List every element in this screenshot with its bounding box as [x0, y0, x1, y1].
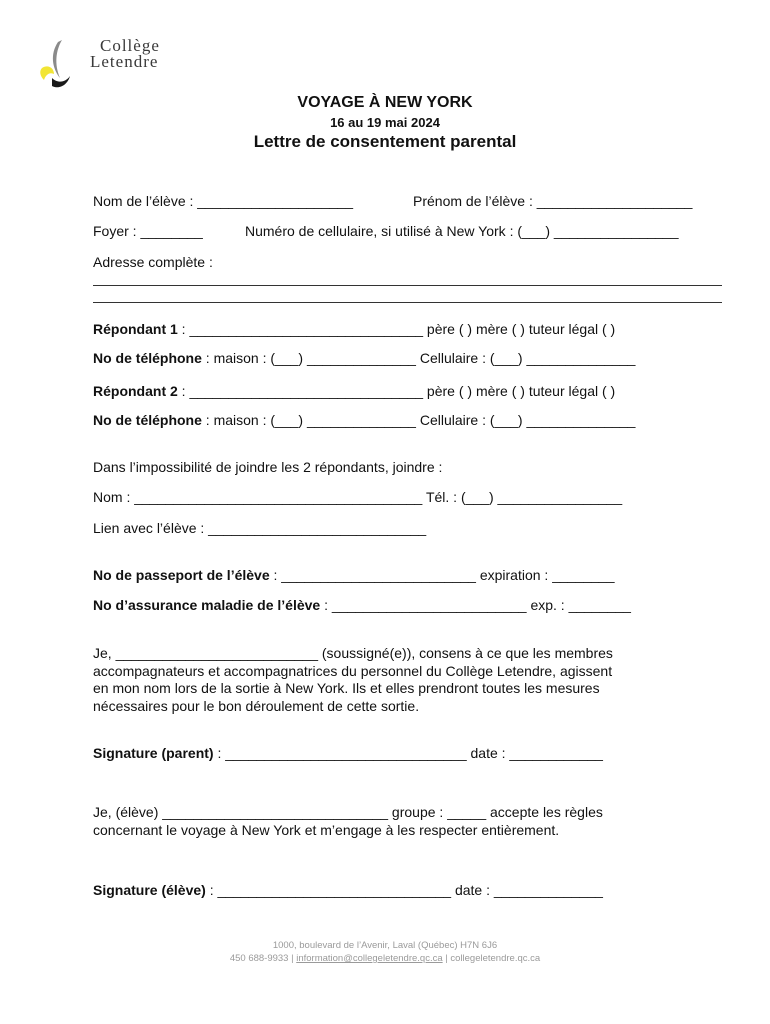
foyer-field[interactable]: Foyer : ________: [93, 223, 203, 239]
parent-signature-row[interactable]: [93, 745, 603, 761]
student-agreement-paragraph: [93, 804, 673, 839]
footer-phone: 450 688-9933 |: [229, 953, 297, 964]
insurance-label: No d’assurance maladie de l’élève: [93, 597, 321, 613]
insurance-line[interactable]: : _________________________ exp. : ________: [320, 597, 631, 613]
logo-line-2: Letendre: [90, 52, 159, 71]
passport-row[interactable]: [93, 567, 615, 583]
alternate-relation-field[interactable]: Lien avec l’élève : ____________________________: [93, 520, 427, 536]
repondant-1-line[interactable]: : ______________________________ père ( ) mère ( ) tuteur légal ( ): [177, 321, 616, 337]
repondant-2-phone-label: No de téléphone: [93, 412, 202, 428]
trip-dates: 16 au 19 mai 2024: [330, 115, 440, 130]
passport-line[interactable]: : _________________________ expiration : ________: [269, 567, 615, 583]
student-first-name-field[interactable]: Prénom de l’élève : ____________________: [413, 193, 693, 209]
repondant-1-row[interactable]: [93, 321, 615, 337]
repondant-1-phone-label: No de téléphone: [93, 350, 202, 366]
logo-mark-icon: [38, 38, 78, 94]
footer-email-link[interactable]: information@collegeletendre.qc.ca: [296, 953, 443, 964]
repondant-1-phone-row[interactable]: [93, 350, 635, 366]
cellphone-field[interactable]: Numéro de cellulaire, si utilisé à New York : (___) ________________: [245, 223, 679, 239]
student-signature-label: Signature (élève): [93, 882, 206, 898]
consent-line-2: accompagnateurs et accompagnatrices du personnel du Collège Letendre, agissent: [93, 662, 613, 679]
address-line-1[interactable]: [93, 285, 722, 286]
consent-line-1[interactable]: Je, __________________________ (soussigné(e)), consens à ce que les membres: [93, 645, 613, 661]
page-title: VOYAGE À NEW YORK: [297, 94, 473, 111]
student-signature-line[interactable]: : ______________________________ date : ______________: [205, 882, 603, 898]
insurance-row[interactable]: [93, 597, 631, 613]
passport-label: No de passeport de l’élève: [93, 567, 270, 583]
repondant-2-row[interactable]: [93, 383, 615, 399]
repondant-2-phone-row[interactable]: [93, 412, 635, 428]
parent-signature-label: Signature (parent): [93, 745, 214, 761]
consent-paragraph: [93, 645, 673, 715]
repondant-2-phone-line[interactable]: : maison : (___) ______________ Cellulaire : (___) ______________: [201, 412, 636, 428]
address-label: Adresse complète :: [93, 254, 213, 270]
address-line-2[interactable]: [93, 302, 722, 303]
student-last-name-field[interactable]: Nom de l’élève : ____________________: [93, 193, 353, 209]
footer-address: 1000, boulevard de l’Avenir, Laval (Québec) H7N 6J6: [272, 940, 498, 951]
parent-signature-line[interactable]: : _______________________________ date : ____________: [213, 745, 603, 761]
consent-line-4: nécessaires pour le bon déroulement de cette sortie.: [93, 697, 420, 714]
footer-contact: [0, 953, 770, 964]
college-logo: [38, 36, 188, 96]
page-subtitle: Lettre de consentement parental: [253, 132, 517, 151]
student-signature-row[interactable]: [93, 882, 603, 898]
alternate-name-phone-field[interactable]: Nom : _____________________________________ Tél. : (___) ________________: [93, 489, 623, 505]
alternate-intro: Dans l’impossibilité de joindre les 2 répondants, joindre :: [93, 459, 443, 475]
repondant-2-line[interactable]: : ______________________________ père ( ) mère ( ) tuteur légal ( ): [177, 383, 616, 399]
consent-line-3: en mon nom lors de la sortie à New York. Ils et elles prendront toutes les mesures: [93, 680, 600, 696]
footer-site[interactable]: | collegeletendre.qc.ca: [442, 953, 541, 964]
student-agreement-line-1[interactable]: Je, (élève) _____________________________ groupe : _____ accepte les règles: [93, 804, 603, 820]
student-agreement-line-2: concernant le voyage à New York et m’engage à les respecter entièrement.: [93, 821, 560, 838]
repondant-1-phone-line[interactable]: : maison : (___) ______________ Cellulaire : (___) ______________: [201, 350, 636, 366]
repondant-2-label: Répondant 2: [93, 383, 178, 399]
repondant-1-label: Répondant 1: [93, 321, 178, 337]
logo-line-1: Collège: [100, 36, 160, 55]
